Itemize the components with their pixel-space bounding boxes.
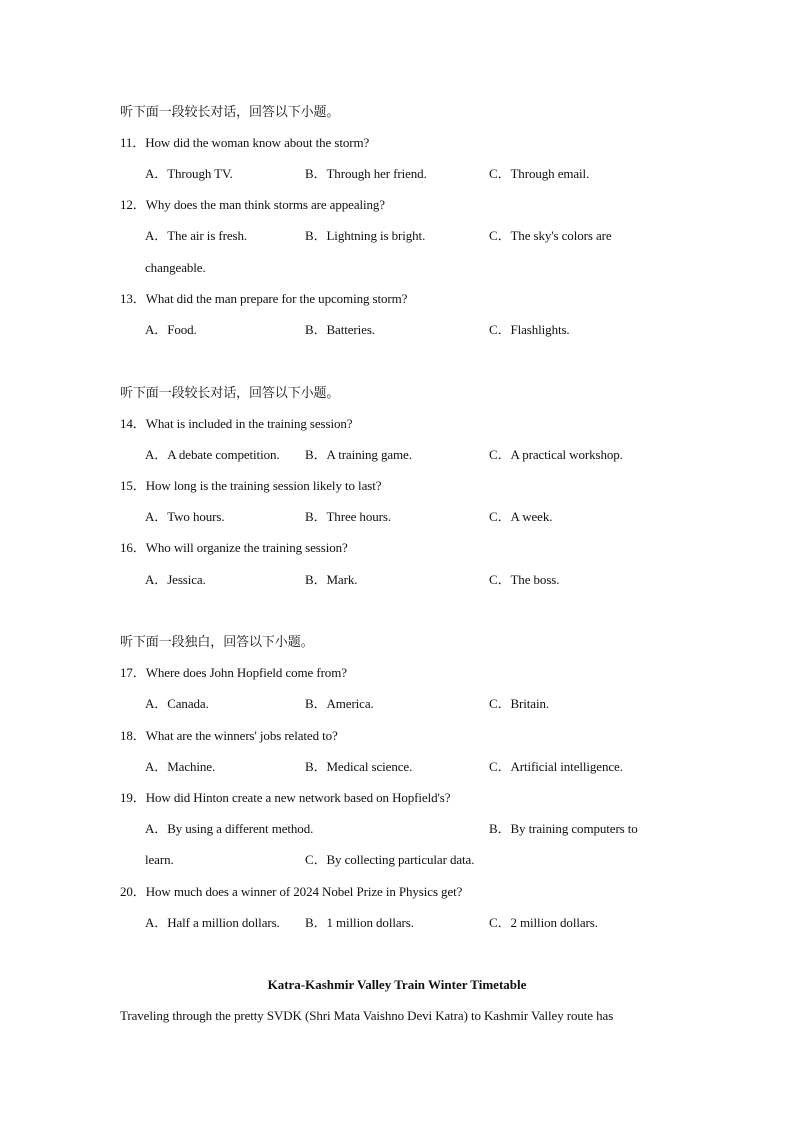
option-b: B．Three hours.: [305, 509, 391, 524]
option-a: A．Food.: [145, 322, 197, 337]
question-stem: 11．How did the woman know about the storm?: [120, 135, 370, 150]
option-c: C．A practical workshop.: [489, 447, 623, 462]
option-a: A．Jessica.: [145, 572, 206, 587]
section-heading: 听下面一段较长对话，回答以下小题。: [120, 385, 340, 400]
question-stem: 14．What is included in the training session?: [120, 416, 353, 431]
option-c: C．Britain.: [489, 696, 550, 711]
question-stem: 12．Why does the man think storms are appealing?: [120, 197, 385, 212]
option-c: C．Through email.: [489, 166, 590, 181]
option-c: C．Artificial intelligence.: [489, 759, 623, 774]
option-c: C．The boss.: [489, 572, 560, 587]
option-b: B．Medical science.: [305, 759, 413, 774]
option-a: A．Half a million dollars.: [145, 915, 280, 930]
option-b: B．Lightning is bright.: [305, 228, 426, 243]
question-stem: 17．Where does John Hopfield come from?: [120, 665, 347, 680]
section-heading: 听下面一段独白，回答以下小题。: [120, 634, 314, 649]
question-stem: 13．What did the man prepare for the upcoming storm?: [120, 291, 408, 306]
question-stem: 15．How long is the training session likely to last?: [120, 478, 382, 493]
question-stem: 16．Who will organize the training session?: [120, 540, 348, 555]
option-c: C．The sky's colors are: [489, 228, 612, 243]
option-a: A．Canada.: [145, 696, 209, 711]
passage-title: Katra-Kashmir Valley Train Winter Timetable: [267, 977, 527, 992]
option-b: B．1 million dollars.: [305, 915, 414, 930]
option-b: B．Mark.: [305, 572, 358, 587]
option-a: A．A debate competition.: [145, 447, 280, 462]
option-b: B．By training computers to: [489, 821, 638, 836]
option-c: C．Flashlights.: [489, 322, 570, 337]
option-c: C．2 million dollars.: [489, 915, 598, 930]
option-c: C．A week.: [489, 509, 553, 524]
option-b: B．America.: [305, 696, 374, 711]
option-b: B．Through her friend.: [305, 166, 427, 181]
option-a: A．By using a different method.: [145, 821, 314, 836]
question-stem: 20．How much does a winner of 2024 Nobel Prize in Physics get?: [120, 884, 463, 899]
option-a: A．Two hours.: [145, 509, 225, 524]
question-stem: 19．How did Hinton create a new network based on Hopfield's?: [120, 790, 451, 805]
section-heading: 听下面一段较长对话，回答以下小题。: [120, 104, 340, 119]
option-b: B．A training game.: [305, 447, 412, 462]
option-a: A．Machine.: [145, 759, 216, 774]
option-a: A．Through TV.: [145, 166, 233, 181]
option-b: B．Batteries.: [305, 322, 375, 337]
option-c: C．By collecting particular data.: [305, 852, 475, 867]
option-continuation: learn.: [145, 852, 174, 867]
question-stem: 18．What are the winners' jobs related to?: [120, 728, 338, 743]
passage-text: Traveling through the pretty SVDK (Shri Mata Vaishno Devi Katra) to Kashmir Valley route has: [120, 1008, 614, 1023]
option-a: A．The air is fresh.: [145, 228, 248, 243]
option-continuation: changeable.: [145, 260, 206, 275]
